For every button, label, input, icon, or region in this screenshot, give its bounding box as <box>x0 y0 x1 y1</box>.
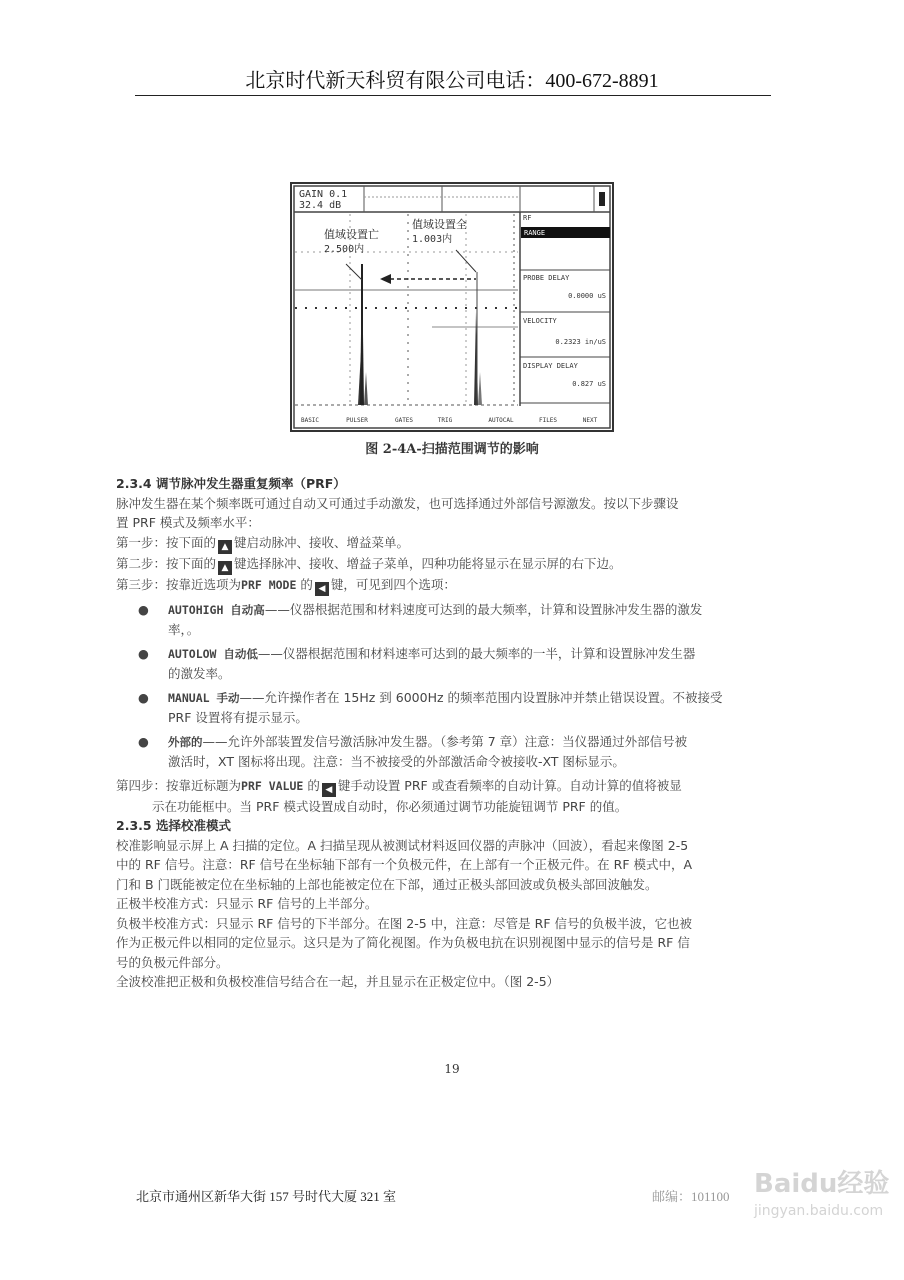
paragraph-line: 校准影响显示屏上 A 扫描的定位。A 扫描呈现从被测试材料返回仪器的声脉冲（回波），看起来像图 2-5 <box>116 837 689 853</box>
gain-label: GAIN 0.1 <box>299 189 348 200</box>
bullet-icon: ● <box>138 645 149 661</box>
paragraph-line: 号的负极元件部分。 <box>116 954 229 970</box>
step-text: 第一步：按下面的 <box>116 534 217 550</box>
display-delay-label: DISPLAY DELAY <box>523 362 578 370</box>
step-2 <box>116 554 796 575</box>
step-text: 键启动脉冲、接收、增益菜单。 <box>234 534 410 550</box>
paragraph-line: 负极半校准方式：只显示 RF 信号的下半部分。在图 2-5 中，注意：尽管是 RF 信号的负极半波，它也被 <box>116 915 693 931</box>
option-desc-cont: 率，。 <box>168 622 200 637</box>
step-3 <box>116 575 796 596</box>
paragraph-line: 中的 RF 信号。注意：RF 信号在坐标轴下部有一个负极元件，在上部有一个正极元件。在 RF 模式中，A <box>116 857 693 872</box>
display-delay-value: 0.827 uS <box>572 380 606 388</box>
list-item-manual <box>116 688 796 728</box>
option-desc: ——仪器根据范围和材料速率可达到的最大频率的一半，计算和设置脉冲发生器 <box>257 645 696 661</box>
step-text: 的 <box>307 777 320 793</box>
paragraph-line: 全波校准把正极和负极校准信号结合在一起，并且显示在正极定位中。（图 2-5） <box>116 974 560 989</box>
option-term: AUTOHIGH 自动高 <box>168 602 265 617</box>
step-text: 第四步：按靠近标题为 <box>116 777 242 793</box>
annotation-right-value: 1.003内 <box>412 234 453 245</box>
option-desc-cont: 激活时，XT 图标将出现。注意：当不被接受的外部激活命令被接收-XT 图标显示。 <box>168 754 625 769</box>
paragraph-line: 正极半校准方式：只显示 RF 信号的上半部分。 <box>116 896 378 911</box>
velocity-label: VELOCITY <box>523 317 557 325</box>
list-item-autolow <box>116 644 796 684</box>
bullet-icon: ● <box>138 689 149 705</box>
annotation-right-title: 值域设置全 <box>412 218 467 231</box>
probe-delay-value: 0.0000 uS <box>568 292 606 300</box>
option-term: 外部的 <box>168 734 203 749</box>
paragraph-line: 门和 B 门既能被定位在坐标轴的上部也能被定位在下部，通过正极头部回波或负极头部回波触发。 <box>116 876 658 892</box>
gain-value: 32.4 dB <box>299 200 342 211</box>
up-key-icon: ▲ <box>218 561 232 575</box>
baidu-watermark <box>754 1168 889 1220</box>
footer-address: 北京市通州区新华大街 157 号时代大厦 321 室 <box>136 1189 397 1204</box>
list-item-autohigh <box>116 600 796 640</box>
prf-value-label: PRF VALUE <box>241 778 304 793</box>
left-key-icon: ◀ <box>315 582 329 596</box>
left-key-icon: ◀ <box>322 783 336 797</box>
paragraph-line: 作为正极元件以相同的定位显示。这只是为了简化视图。作为负极电抗在识别视图中显示的信号是 RF 信 <box>116 935 690 950</box>
bullet-icon: ● <box>138 601 149 617</box>
step-text: 键，可见到四个选项： <box>330 576 456 592</box>
footer-postcode: 邮编：101100 <box>652 1189 730 1204</box>
option-desc: ——允许操作者在 15Hz 到 6000Hz 的频率范围内设置脉冲并禁止错误设置。不被接受 <box>239 689 723 705</box>
paragraph-line: 置 PRF 模式及频率水平： <box>116 515 260 530</box>
velocity-value: 0.2323 in/uS <box>555 338 606 346</box>
softkey-pulser[interactable]: PULSER <box>346 417 368 424</box>
softkey-autocal[interactable]: AUTOCAL <box>488 417 514 424</box>
list-item-external <box>116 732 796 772</box>
document-body <box>116 474 796 992</box>
softkey-files[interactable]: FILES <box>538 417 558 424</box>
step-text: 键手动设置 PRF 或查看频率的自动计算。自动计算的值将被显 <box>337 777 682 793</box>
step-1 <box>116 533 796 554</box>
option-term: AUTOLOW 自动低 <box>168 646 258 661</box>
battery-icon <box>599 192 605 206</box>
option-desc: ——仪器根据范围和材料速度可达到的最大频率，计算和设置脉冲发生器的激发 <box>264 601 703 617</box>
paragraph-line: 脉冲发生器在某个频率既可通过自动又可通过手动激发，也可选择通过外部信号源激发。按以下步骤设 <box>116 495 679 511</box>
softkey-next[interactable]: NEXT <box>582 417 598 424</box>
page-number: 19 <box>444 1062 460 1076</box>
watermark-url: jingyan.baidu.com <box>754 1203 884 1219</box>
option-desc-cont: PRF 设置将有提示显示。 <box>168 710 308 725</box>
header-divider <box>135 95 771 96</box>
page-header-title: 北京时代新天科贸有限公司电话：400-672-8891 <box>245 70 659 92</box>
step-4-cont: 示在功能框中。当 PRF 模式设置成自动时，你必须通过调节功能旋钮调节 PRF 的值。 <box>152 798 628 814</box>
figure-caption: 图 2-4A-扫描范围调节的影响 <box>365 442 539 457</box>
annotation-left-value: 2.500内 <box>324 244 365 255</box>
option-desc-cont: 的激发率。 <box>168 666 231 681</box>
panel-range: RANGE <box>524 229 546 237</box>
step-text: 的 <box>300 576 313 592</box>
ascan-screen-svg <box>290 182 614 432</box>
softkey-basic[interactable]: BASIC <box>300 417 320 424</box>
probe-delay-label: PROBE DELAY <box>523 274 570 282</box>
watermark-logo: Baidu经验 <box>754 1169 890 1199</box>
step-text: 键选择脉冲、接收、增益子菜单，四种功能将显示在显示屏的右下边。 <box>234 555 622 571</box>
step-text: 第三步：按靠近选项为 <box>116 576 242 592</box>
section-heading-2-3-5: 2.3.5 选择校准模式 <box>116 818 231 833</box>
option-term: MANUAL 手动 <box>168 690 240 705</box>
annotation-left-title: 值域设置亡 <box>324 228 379 241</box>
step-text: 第二步：按下面的 <box>116 555 217 571</box>
step-4 <box>116 776 796 797</box>
panel-mode: RF <box>523 214 532 222</box>
option-desc: ——允许外部装置发信号激活脉冲发生器。（参考第 7 章）注意：当仪器通过外部信号被 <box>202 733 688 749</box>
up-key-icon: ▲ <box>218 540 232 554</box>
bullet-icon: ● <box>138 733 149 749</box>
section-heading-2-3-4: 2.3.4 调节脉冲发生器重复频率（PRF） <box>116 476 346 491</box>
softkey-gates[interactable]: GATES <box>394 417 414 424</box>
softkey-trig[interactable]: TRIG <box>437 417 453 424</box>
ascan-screen-figure <box>290 182 614 432</box>
prf-mode-label: PRF MODE <box>241 577 297 592</box>
